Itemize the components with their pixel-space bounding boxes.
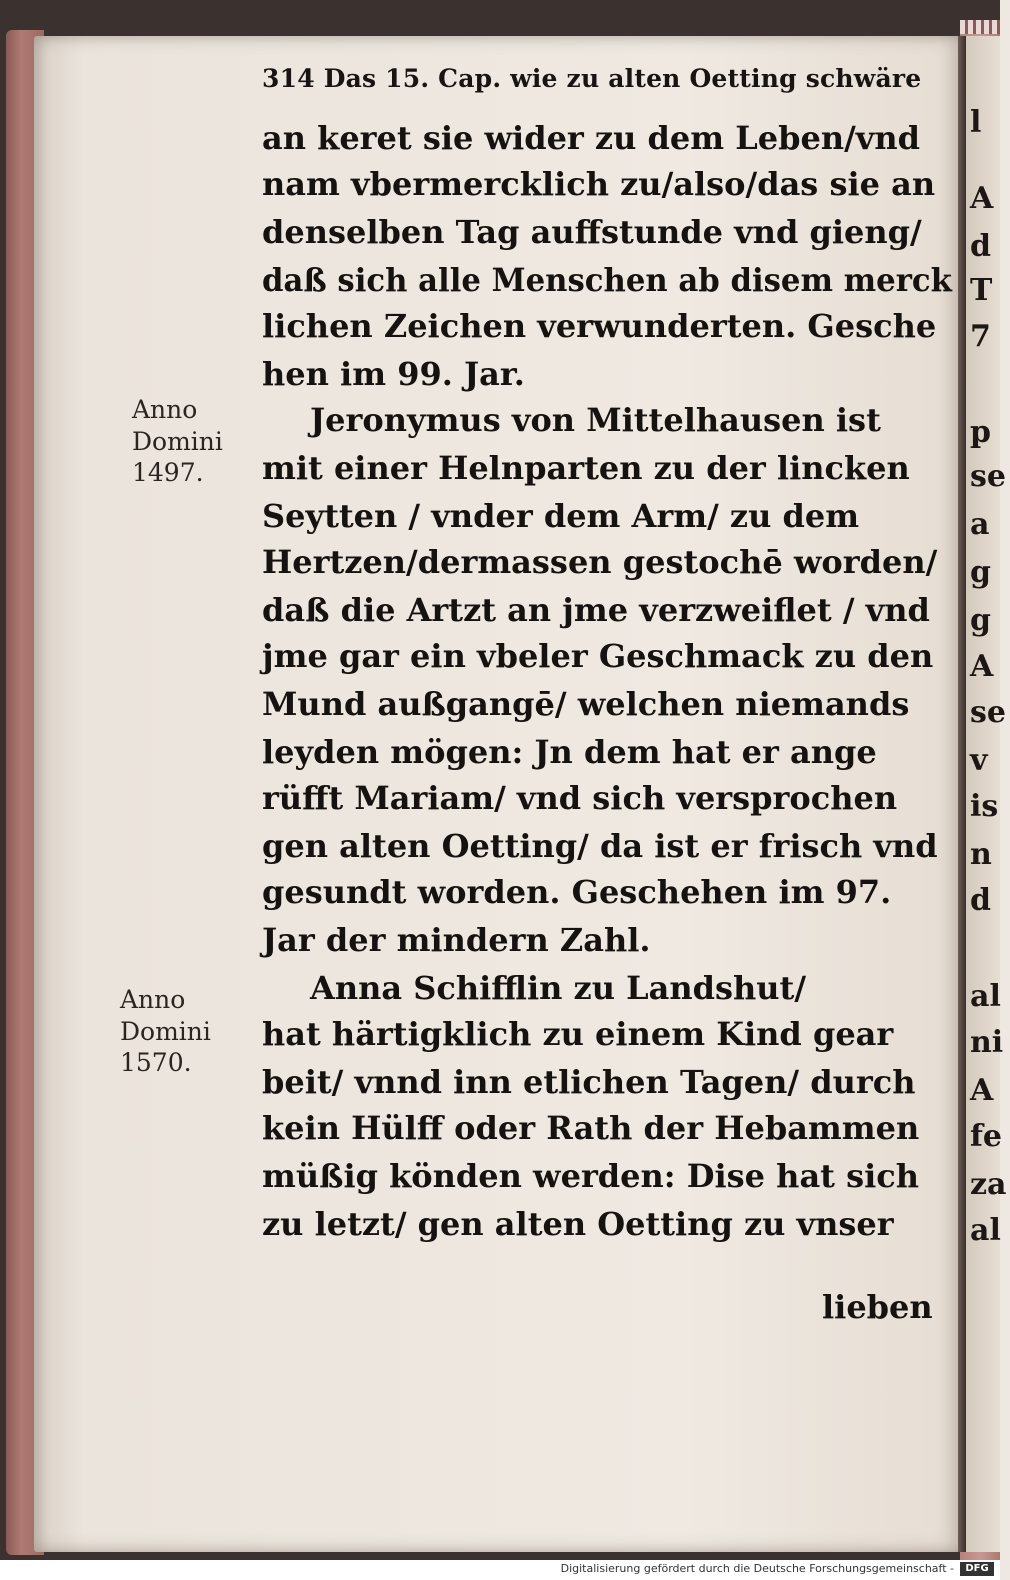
margin-note-line: 1497. xyxy=(132,458,204,487)
text-line: gen alten Oetting/ da ist er frisch vnd xyxy=(262,827,938,865)
text-line: jme gar ein vbeler Geschmack zu den xyxy=(262,637,934,675)
facing-fragment: ni xyxy=(970,1025,1004,1060)
text-line: nam vbermercklich zu/also/das sie an xyxy=(262,165,936,203)
facing-fragment: al xyxy=(970,979,1001,1014)
text-line: hen im 99. Jar. xyxy=(262,355,525,393)
text-line: denselben Tag auffstunde vnd gieng/ xyxy=(262,213,922,251)
facing-fragment: al xyxy=(970,1213,1001,1248)
margin-note-line: Anno xyxy=(120,985,186,1014)
margin-note-line: Domini xyxy=(132,426,223,456)
facing-fragment: a xyxy=(970,507,990,542)
text-line: Mund außgangē/ welchen niemands xyxy=(262,685,910,723)
text-line: daß die Artzt an jme verzweiflet / vnd xyxy=(262,591,930,629)
margin-note-1570 xyxy=(120,984,211,1079)
text-line: hat härtigklich zu einem Kind gear xyxy=(262,1015,894,1053)
text-line: an keret sie wider zu dem Leben/vnd xyxy=(262,119,921,157)
page-gutter xyxy=(958,36,966,1552)
margin-note-line: 1570. xyxy=(120,1048,192,1077)
facing-fragment: A xyxy=(970,649,994,684)
facing-fragment: v xyxy=(970,743,988,778)
margin-note-line: Anno xyxy=(132,395,198,424)
footer-bar xyxy=(0,1560,1000,1580)
facing-fragment: A xyxy=(970,181,994,216)
facing-fragment: g xyxy=(970,603,991,638)
binding-stitch xyxy=(960,20,1000,34)
facing-fragment: l xyxy=(970,105,982,140)
facing-fragment: is xyxy=(970,789,999,824)
margin-note-line: Domini xyxy=(120,1016,211,1046)
text-line: müßig könden werden: Dise hat sich xyxy=(262,1157,920,1195)
facing-fragment: se xyxy=(970,695,1006,730)
facing-page xyxy=(966,36,1007,1552)
text-line: lichen Zeichen verwunderten. Gesche xyxy=(262,307,937,345)
text-line: gesundt worden. Geschehen im 97. xyxy=(262,873,892,911)
facing-fragment: A xyxy=(970,1073,994,1108)
footer-credit: Digitalisierung gefördert durch die Deutsche Forschungsgemeinschaft - xyxy=(560,1562,954,1575)
facing-fragment: 7 xyxy=(970,319,991,354)
facing-fragment: T xyxy=(970,273,993,308)
facing-fragment: d xyxy=(970,229,991,264)
facing-fragment: fe xyxy=(970,1119,1002,1154)
text-line: Hertzen/dermassen gestochē worden/ xyxy=(262,543,938,581)
text-line: Seytten / vnder dem Arm/ zu dem xyxy=(262,497,860,535)
facing-fragment: g xyxy=(970,555,991,590)
facing-fragment: n xyxy=(970,837,992,872)
text-line: mit einer Helnparten zu der lincken xyxy=(262,449,910,487)
text-line: Jeronymus von Mittelhausen ist xyxy=(310,401,881,439)
text-line: kein Hülff oder Rath der Hebammen xyxy=(262,1109,920,1147)
text-line: beit/ vnnd inn etlichen Tagen/ durch xyxy=(262,1063,916,1101)
facing-fragment: d xyxy=(970,883,991,918)
text-line: zu letzt/ gen alten Oetting zu vnser xyxy=(262,1205,894,1243)
facing-fragment: za xyxy=(970,1167,1007,1202)
text-line: Jar der mindern Zahl. xyxy=(262,921,651,959)
dfg-logo: DFG xyxy=(960,1562,994,1576)
running-header: 314 Das 15. Cap. wie zu alten Oetting schwäre xyxy=(262,64,922,93)
text-line: leyden mögen: Jn dem hat er ange xyxy=(262,733,877,771)
catchword: lieben xyxy=(822,1288,933,1326)
text-line: daß sich alle Menschen ab disem merck xyxy=(262,261,952,299)
text-line: rüfft Mariam/ vnd sich versprochen xyxy=(262,779,898,817)
facing-fragment: se xyxy=(970,459,1006,494)
margin-note-1497 xyxy=(132,394,223,489)
facing-fragment: p xyxy=(970,415,991,450)
text-line: Anna Schifflin zu Landshut/ xyxy=(310,969,807,1007)
